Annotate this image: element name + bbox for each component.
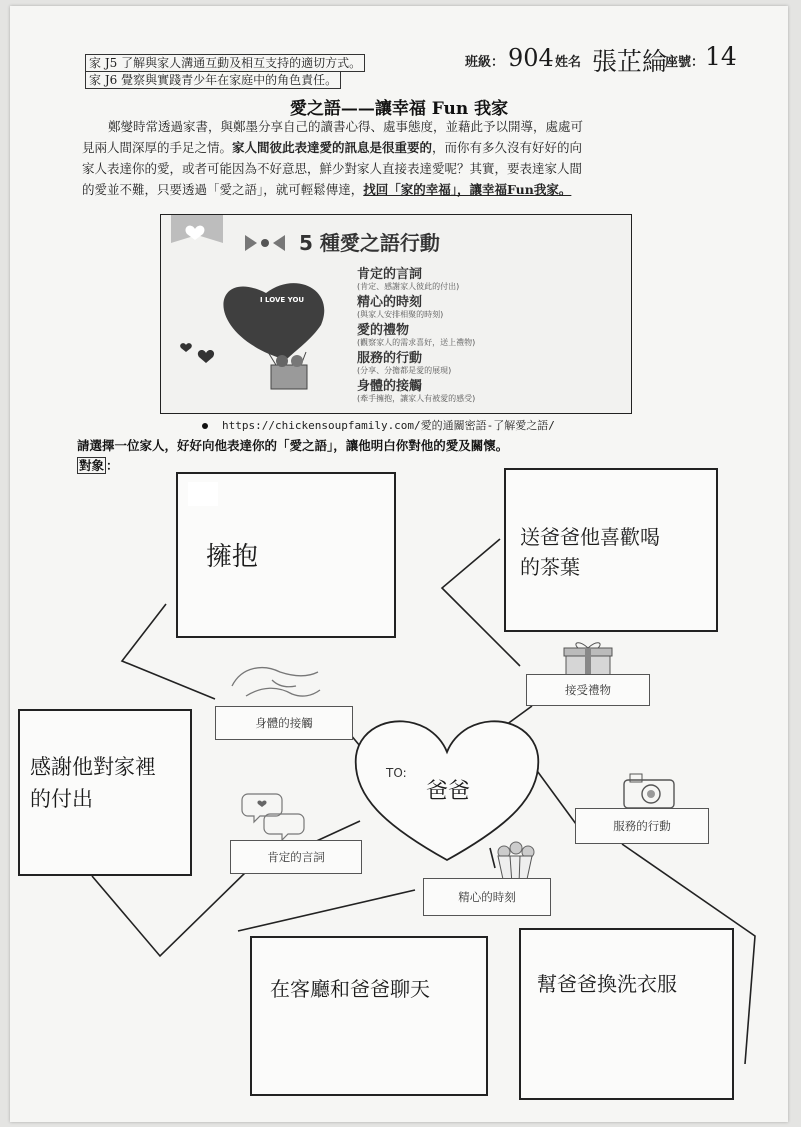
category-words [230,840,362,874]
target-field: 對象 ： [79,458,119,473]
heart-to-label: TO: [386,766,407,780]
target-label: 對象 [79,458,105,473]
category-gift-label: 接受禮物 [565,683,611,697]
category-time-label: 精心的時刻 [458,890,516,904]
heart-recipient: 爸爸 [426,779,471,804]
answer-gift: 送爸爸他喜歡喝 的茶葉 [520,525,660,579]
class-value: 904 [508,44,554,72]
category-gift [526,674,650,706]
learning-goal-1: 家 J5 了解與家人溝通互動及相互支持的適切方式。 [85,54,365,72]
intro-paragraph [82,116,722,200]
category-words-label: 肯定的言詞 [267,850,325,864]
intro-line-2c: ，而你有多久沒有好好的向 [432,140,583,155]
answer-box-words[interactable] [18,709,192,876]
balloon-text: I LOVE YOU [260,296,305,304]
category-time [423,878,551,916]
worksheet-page [10,6,788,1122]
worksheet-title: 愛之語——讓幸福 Fun 我家 [289,99,509,119]
love-language-infographic [160,214,632,414]
name-label: 姓名 [555,55,582,70]
answer-box-time[interactable] [250,936,488,1096]
category-touch-label: 身體的接觸 [255,716,313,730]
name-value: 張芷綸 [592,47,668,76]
intro-line-1: 鄭燮時常透過家書，與鄭墨分享自己的讀書心得、處事態度，並藉此予以開導，處處可 [108,119,584,134]
intro-line-4a: 的愛並不難，只要透過「愛之語」，就可輕鬆傳達， [82,182,364,197]
infographic-item: 身體的接觸 (牽手擁抱，讓家人有被愛的感受) [357,379,476,403]
answer-touch: 擁抱 [206,542,259,572]
seat-value: 14 [705,42,737,71]
answer-words: 感謝他對家裡 的付出 [30,755,156,811]
answer-service: 幫爸爸換洗衣服 [537,972,677,996]
speech-bubble-icon [240,786,310,842]
category-touch [215,706,353,740]
instruction: 請選擇一位家人，好好向他表達你的「愛之語」，讓他明白你對他的愛及關懷。 [77,438,509,453]
infographic-item: 肯定的言詞 (肯定、感謝家人彼此的付出) [357,267,460,291]
answer-box-touch[interactable] [176,472,396,638]
intro-emphasis-1: 家人間彼此表達愛的訊息是很重要的 [232,140,433,155]
answer-time: 在客廳和爸爸聊天 [270,977,430,1001]
answer-box-service[interactable] [519,928,734,1100]
infographic-item: 愛的禮物 (觀察家人的需求喜好，送上禮物) [357,323,476,347]
intro-line-3: 家人表達你的愛，或者可能因為不好意思，鮮少對家人直接表達愛呢？其實，要表達家人間 [82,161,583,176]
infographic-title: 5 種愛之語行動 [299,231,440,255]
bullet-icon [202,423,208,429]
infographic-item: 服務的行動 (分享、分擔都是愛的展現) [357,351,452,375]
intro-line-2a: 見兩人間深厚的手足之情。 [82,140,233,155]
gift-box-icon [560,640,616,678]
class-label: 班級： [465,55,505,70]
handshake-icon [226,656,326,704]
infographic-list [357,267,617,404]
category-service-label: 服務的行動 [613,819,671,833]
infographic-item: 精心的時刻 (與家人安排相聚的時刻) [357,295,444,319]
intro-emphasis-2: 找回「家的幸福」，讓幸福Fun我家。 [363,182,572,197]
redaction-patch [188,482,218,506]
learning-goal-2: 家 J6 覺察與實踐青少年在家庭中的角色責任。 [85,72,341,89]
seat-label: 座號： [665,55,705,70]
camera-icon [618,770,680,810]
reference-link[interactable]: https://chickensoupfamily.com/愛的通關密語-了解愛之語/ [202,417,555,433]
category-service [575,808,709,844]
answer-box-gift[interactable] [504,468,718,632]
